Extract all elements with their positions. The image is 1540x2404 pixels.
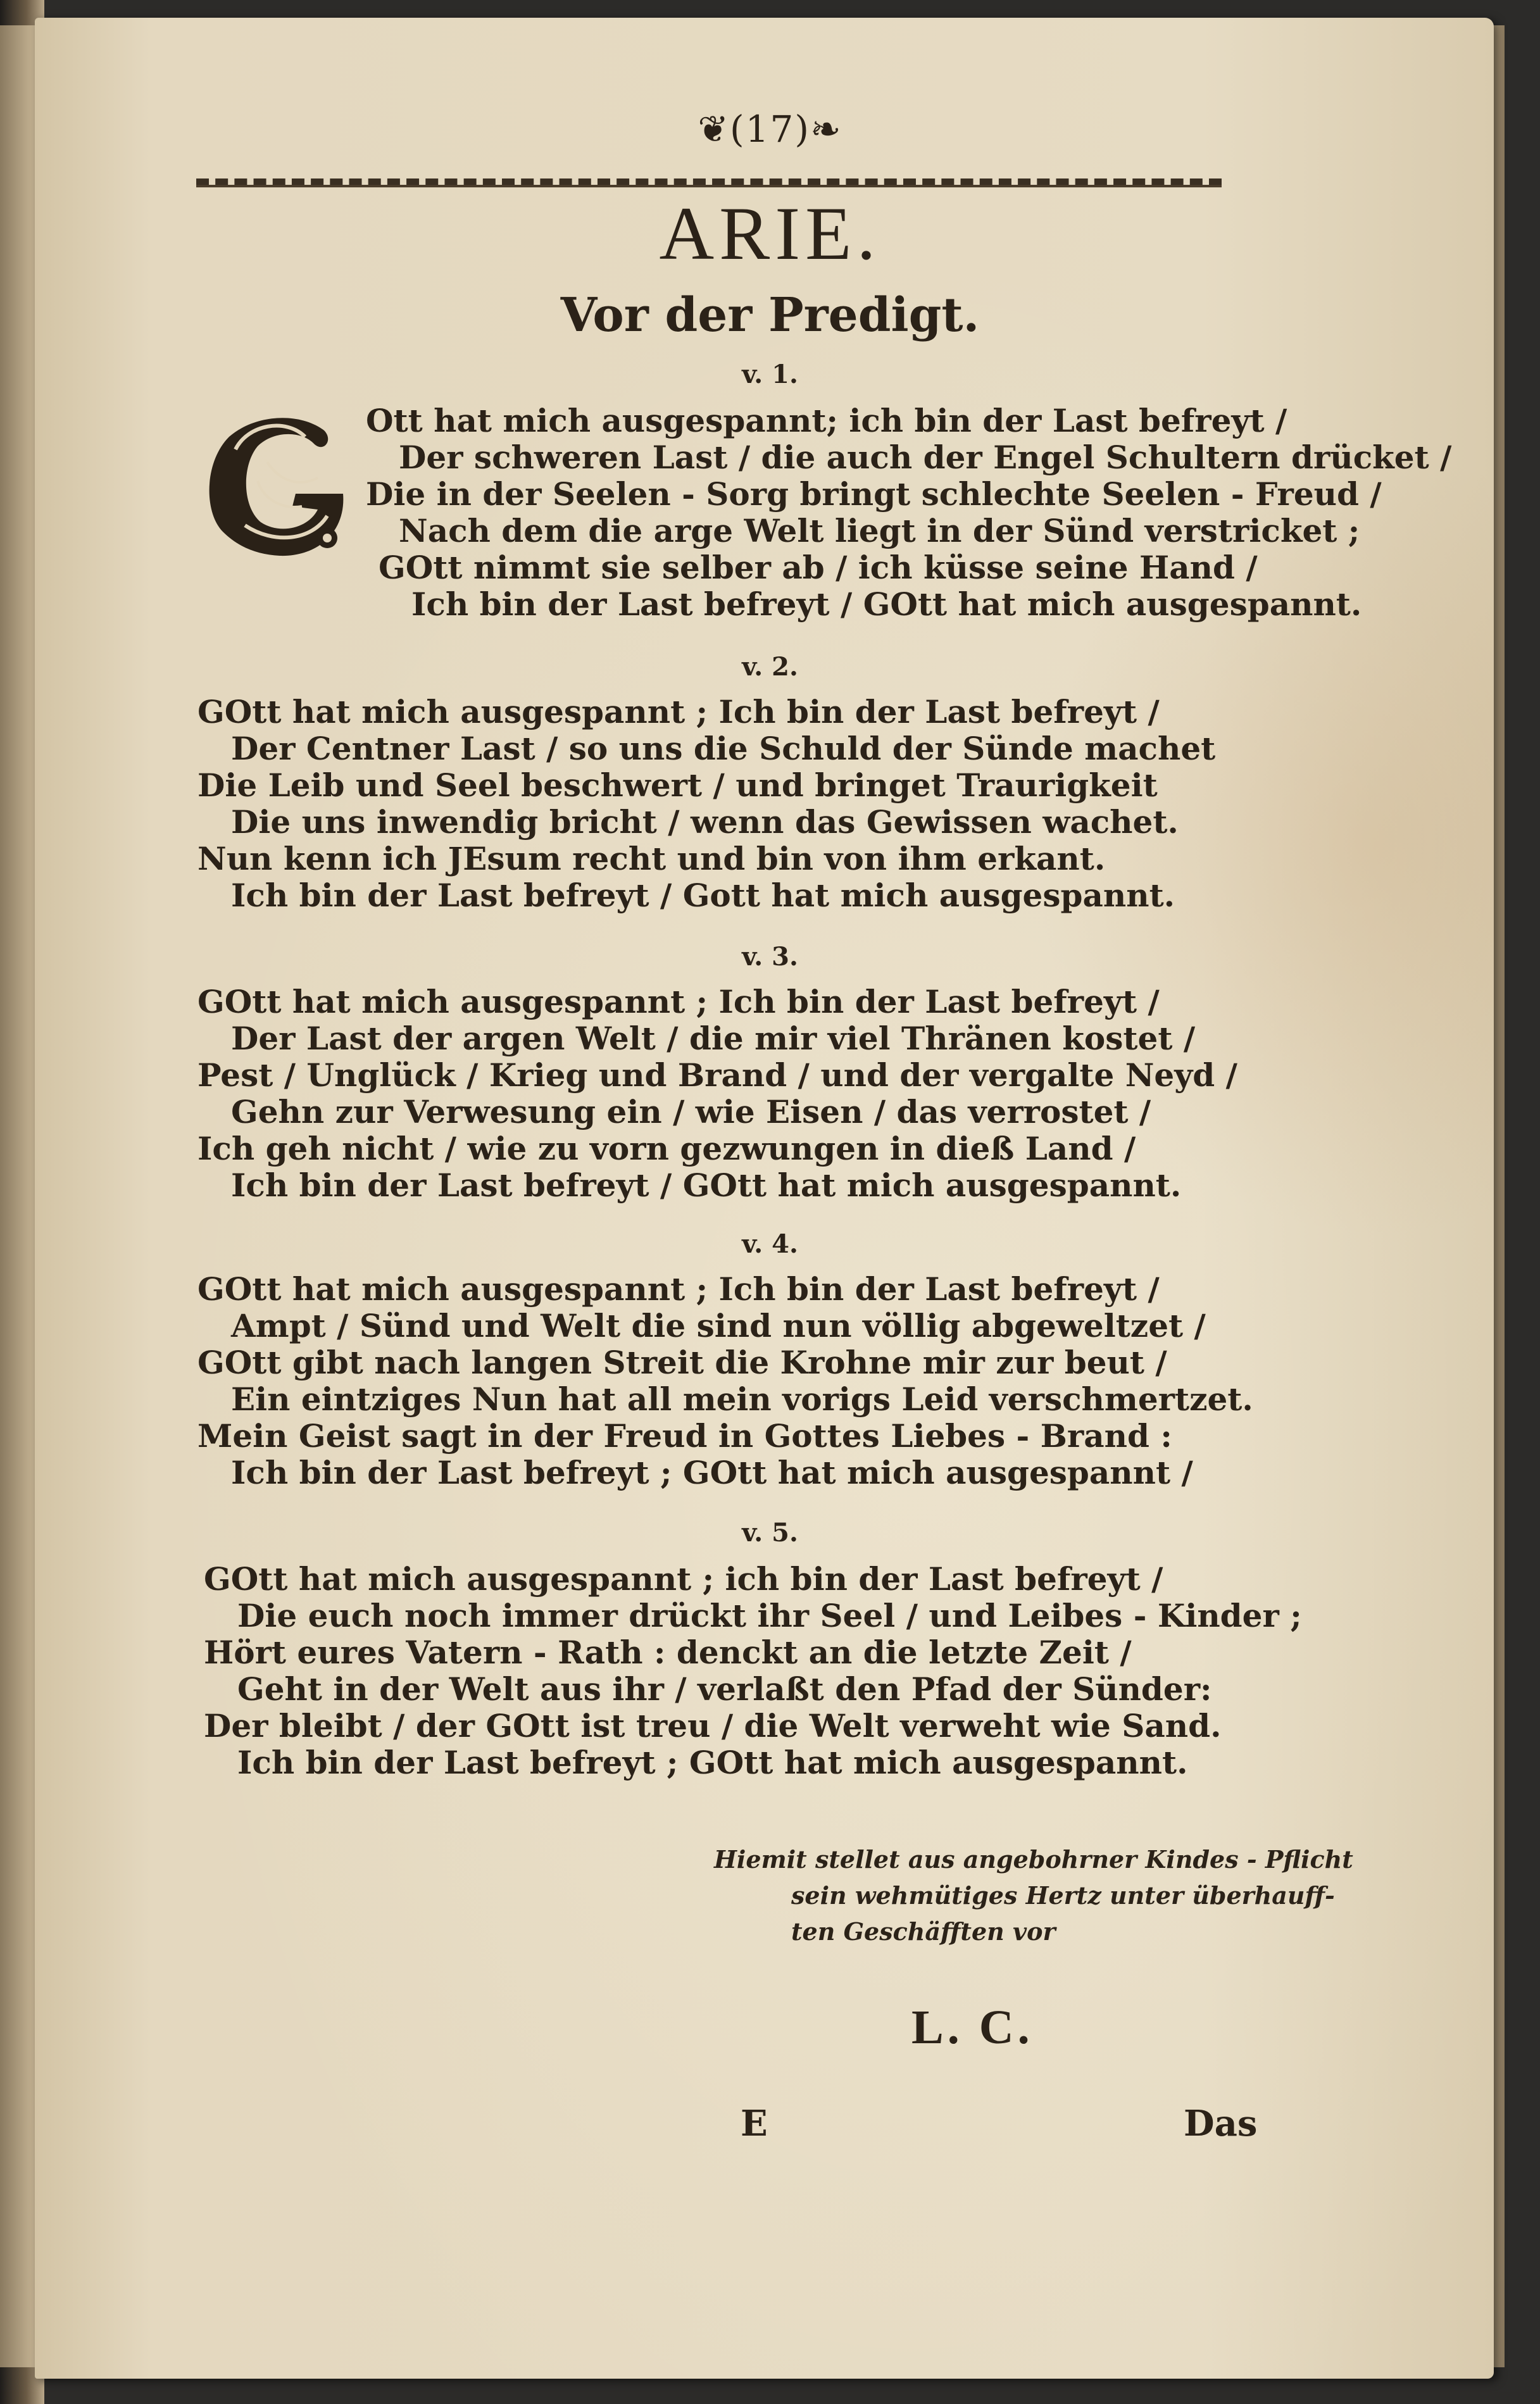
verse-5-line-4: Geht in der Welt aus ihr / verlaßt den Pfad der Sünder: [237, 1670, 1212, 1708]
verse-4-line-3: GOtt gibt nach langen Streit die Krohne mir zur beut / [197, 1344, 1167, 1381]
page-number: (17) [729, 108, 811, 151]
verse-3-line-1: GOtt hat mich ausgespannt ; Ich bin der Last befreyt / [197, 983, 1160, 1020]
verse-4-line-6: Ich bin der Last befreyt ; GOtt hat mich ausgespannt / [231, 1454, 1193, 1491]
verse-1-line-5: GOtt nimmt sie selber ab / ich küsse seine Hand / [379, 549, 1258, 586]
verse-5-line-1: GOtt hat mich ausgespannt ; ich bin der Last befreyt / [204, 1560, 1163, 1598]
verse-2-line-1: GOtt hat mich ausgespannt ; Ich bin der Last befreyt / [197, 693, 1160, 730]
verse-4-line-4: Ein eintziges Nun hat all mein vorigs Leid verschmertzet. [231, 1380, 1253, 1418]
verse-1-line-4: Nach dem die arge Welt liegt in der Sünd verstricket ; [399, 512, 1360, 549]
ornament-right-icon: ❧ [810, 108, 842, 151]
verse-3-line-5: Ich geh nicht / wie zu vorn gezwungen in dieß Land / [197, 1130, 1136, 1167]
verse-3-line-4: Gehn zur Verwesung ein / wie Eisen / das verrostet / [231, 1093, 1151, 1130]
verse-label-1: v. 1. [742, 360, 798, 389]
verse-2-line-4: Die uns inwendig bricht / wenn das Gewissen wachet. [231, 803, 1179, 841]
verse-5-line-3: Hört eures Vatern - Rath : denckt an die letzte Zeit / [204, 1634, 1132, 1671]
signoff-line-3: ten Geschäfften vor [791, 1917, 1056, 1946]
verse-label-4: v. 4. [742, 1229, 798, 1259]
verse-5-line-5: Der bleibt / der GOtt ist treu / die Welt verweht wie Sand. [204, 1707, 1222, 1744]
signature-mark: E [741, 2103, 768, 2144]
verse-3-line-2: Der Last der argen Welt / die mir viel Thränen kostet / [231, 1020, 1196, 1057]
verse-5-line-6: Ich bin der Last befreyt ; GOtt hat mich ausgespannt. [237, 1744, 1188, 1781]
verse-2-line-2: Der Centner Last / so uns die Schuld der Sünde machet [231, 730, 1216, 767]
page-title: ARIE. [659, 191, 881, 275]
signoff-line-1: Hiemit stellet aus angebohrner Kindes - Pflicht [714, 1845, 1353, 1874]
verse-label-5: v. 5. [742, 1518, 798, 1548]
catchword: Das [1184, 2103, 1258, 2144]
decorated-initial [197, 405, 359, 560]
verse-1-line-1: Ott hat mich ausgespannt; ich bin der Last befreyt / [366, 402, 1287, 439]
verse-2-line-3: Die Leib und Seel beschwert / und bringet Traurigkeit [197, 767, 1158, 804]
verse-1-line-3: Die in der Seelen - Sorg bringt schlechte Seelen - Freud / [366, 475, 1382, 513]
verse-3-line-3: Pest / Unglück / Krieg und Brand / und der vergalte Neyd / [197, 1056, 1237, 1094]
verse-1-line-2: Der schweren Last / die auch der Engel Schultern drücket / [399, 439, 1452, 476]
page-header [0, 108, 1540, 151]
verse-4-line-1: GOtt hat mich ausgespannt ; Ich bin der Last befreyt / [197, 1270, 1160, 1308]
verse-4-line-2: Ampt / Sünd und Welt die sind nun völlig abgeweltzet / [231, 1307, 1206, 1344]
ornament-left-icon: ❦ [698, 108, 730, 151]
header-rule-solid [196, 185, 1222, 187]
header-rule [196, 178, 1222, 185]
verse-5-line-2: Die euch noch immer drückt ihr Seel / und Leibes - Kinder ; [237, 1597, 1302, 1634]
verse-3-line-6: Ich bin der Last befreyt / GOtt hat mich ausgespannt. [231, 1167, 1182, 1204]
initial-flourish-icon [197, 405, 359, 560]
verse-2-line-6: Ich bin der Last befreyt / Gott hat mich ausgespannt. [231, 877, 1175, 914]
verse-2-line-5: Nun kenn ich JEsum recht und bin von ihm erkant. [197, 840, 1106, 877]
verse-1-line-6: Ich bin der Last befreyt / GOtt hat mich ausgespannt. [411, 585, 1362, 623]
verse-label-3: v. 3. [742, 942, 798, 972]
signature-initials: L. C. [911, 2001, 1034, 2054]
signoff-line-2: sein wehmütiges Hertz unter überhauff- [791, 1881, 1335, 1910]
page-subtitle: Vor der Predigt. [560, 288, 980, 342]
verse-4-line-5: Mein Geist sagt in der Freud in Gottes Liebes - Brand : [197, 1417, 1172, 1455]
verse-label-2: v. 2. [742, 652, 798, 682]
